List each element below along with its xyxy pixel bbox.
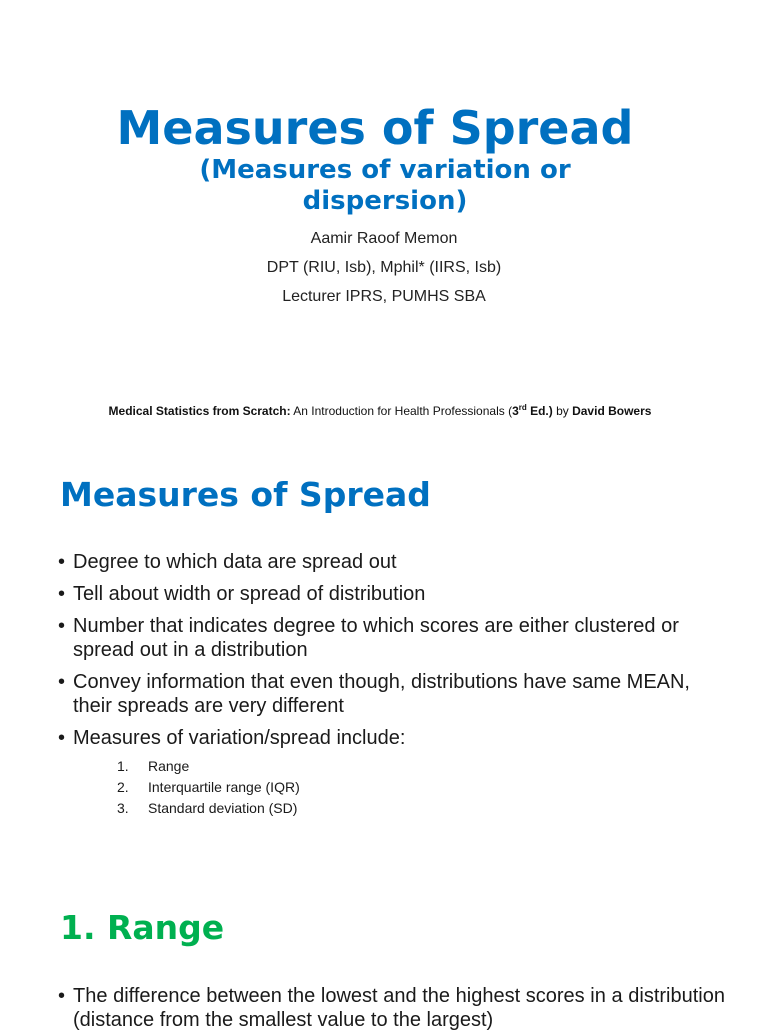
range-heading: 1. Range	[60, 908, 225, 947]
list-item-sd: 3. Standard deviation (SD)	[117, 800, 298, 816]
book-subtitle: An Introduction for Health Professionals (	[290, 404, 513, 418]
numbered-list	[117, 756, 300, 819]
list-item-iqr: 2. Interquartile range (IQR)	[117, 779, 300, 795]
list-item: • Tell about width or spread of distribution	[58, 583, 426, 605]
book-title: Medical Statistics from Scratch:	[108, 404, 291, 418]
book-by: by	[552, 404, 573, 418]
list-item: • Convey information that even though, distributions have same MEAN, their spreads are very different	[58, 671, 690, 717]
author-position: Lecturer IPRS, PUMHS SBA	[282, 288, 486, 305]
book-author: David Bowers	[572, 404, 652, 418]
list-item: • Measures of variation/spread include:	[58, 727, 406, 749]
book-edition: 3rd Ed.)	[512, 403, 553, 418]
section-heading: Measures of Spread	[60, 475, 431, 514]
author-credentials: DPT (RIU, Isb), Mphil* (IIRS, Isb)	[266, 259, 502, 276]
list-item: • Degree to which data are spread out	[58, 551, 397, 573]
range-definition: • The difference between the lowest and the highest scores in a distribution (distance from the smallest value to the largest)	[58, 985, 725, 1031]
book-reference	[0, 403, 760, 418]
slide-title: Measures of Spread	[116, 101, 634, 155]
list-item: • Number that indicates degree to which scores are either clustered or spread out in a distribution	[58, 615, 679, 661]
bullet-list	[58, 550, 718, 758]
list-item-range: 1. Range	[117, 758, 190, 774]
author-name: Aamir Raoof Memon	[310, 230, 458, 247]
slide-subtitle: (Measures of variation or dispersion)	[199, 155, 571, 216]
